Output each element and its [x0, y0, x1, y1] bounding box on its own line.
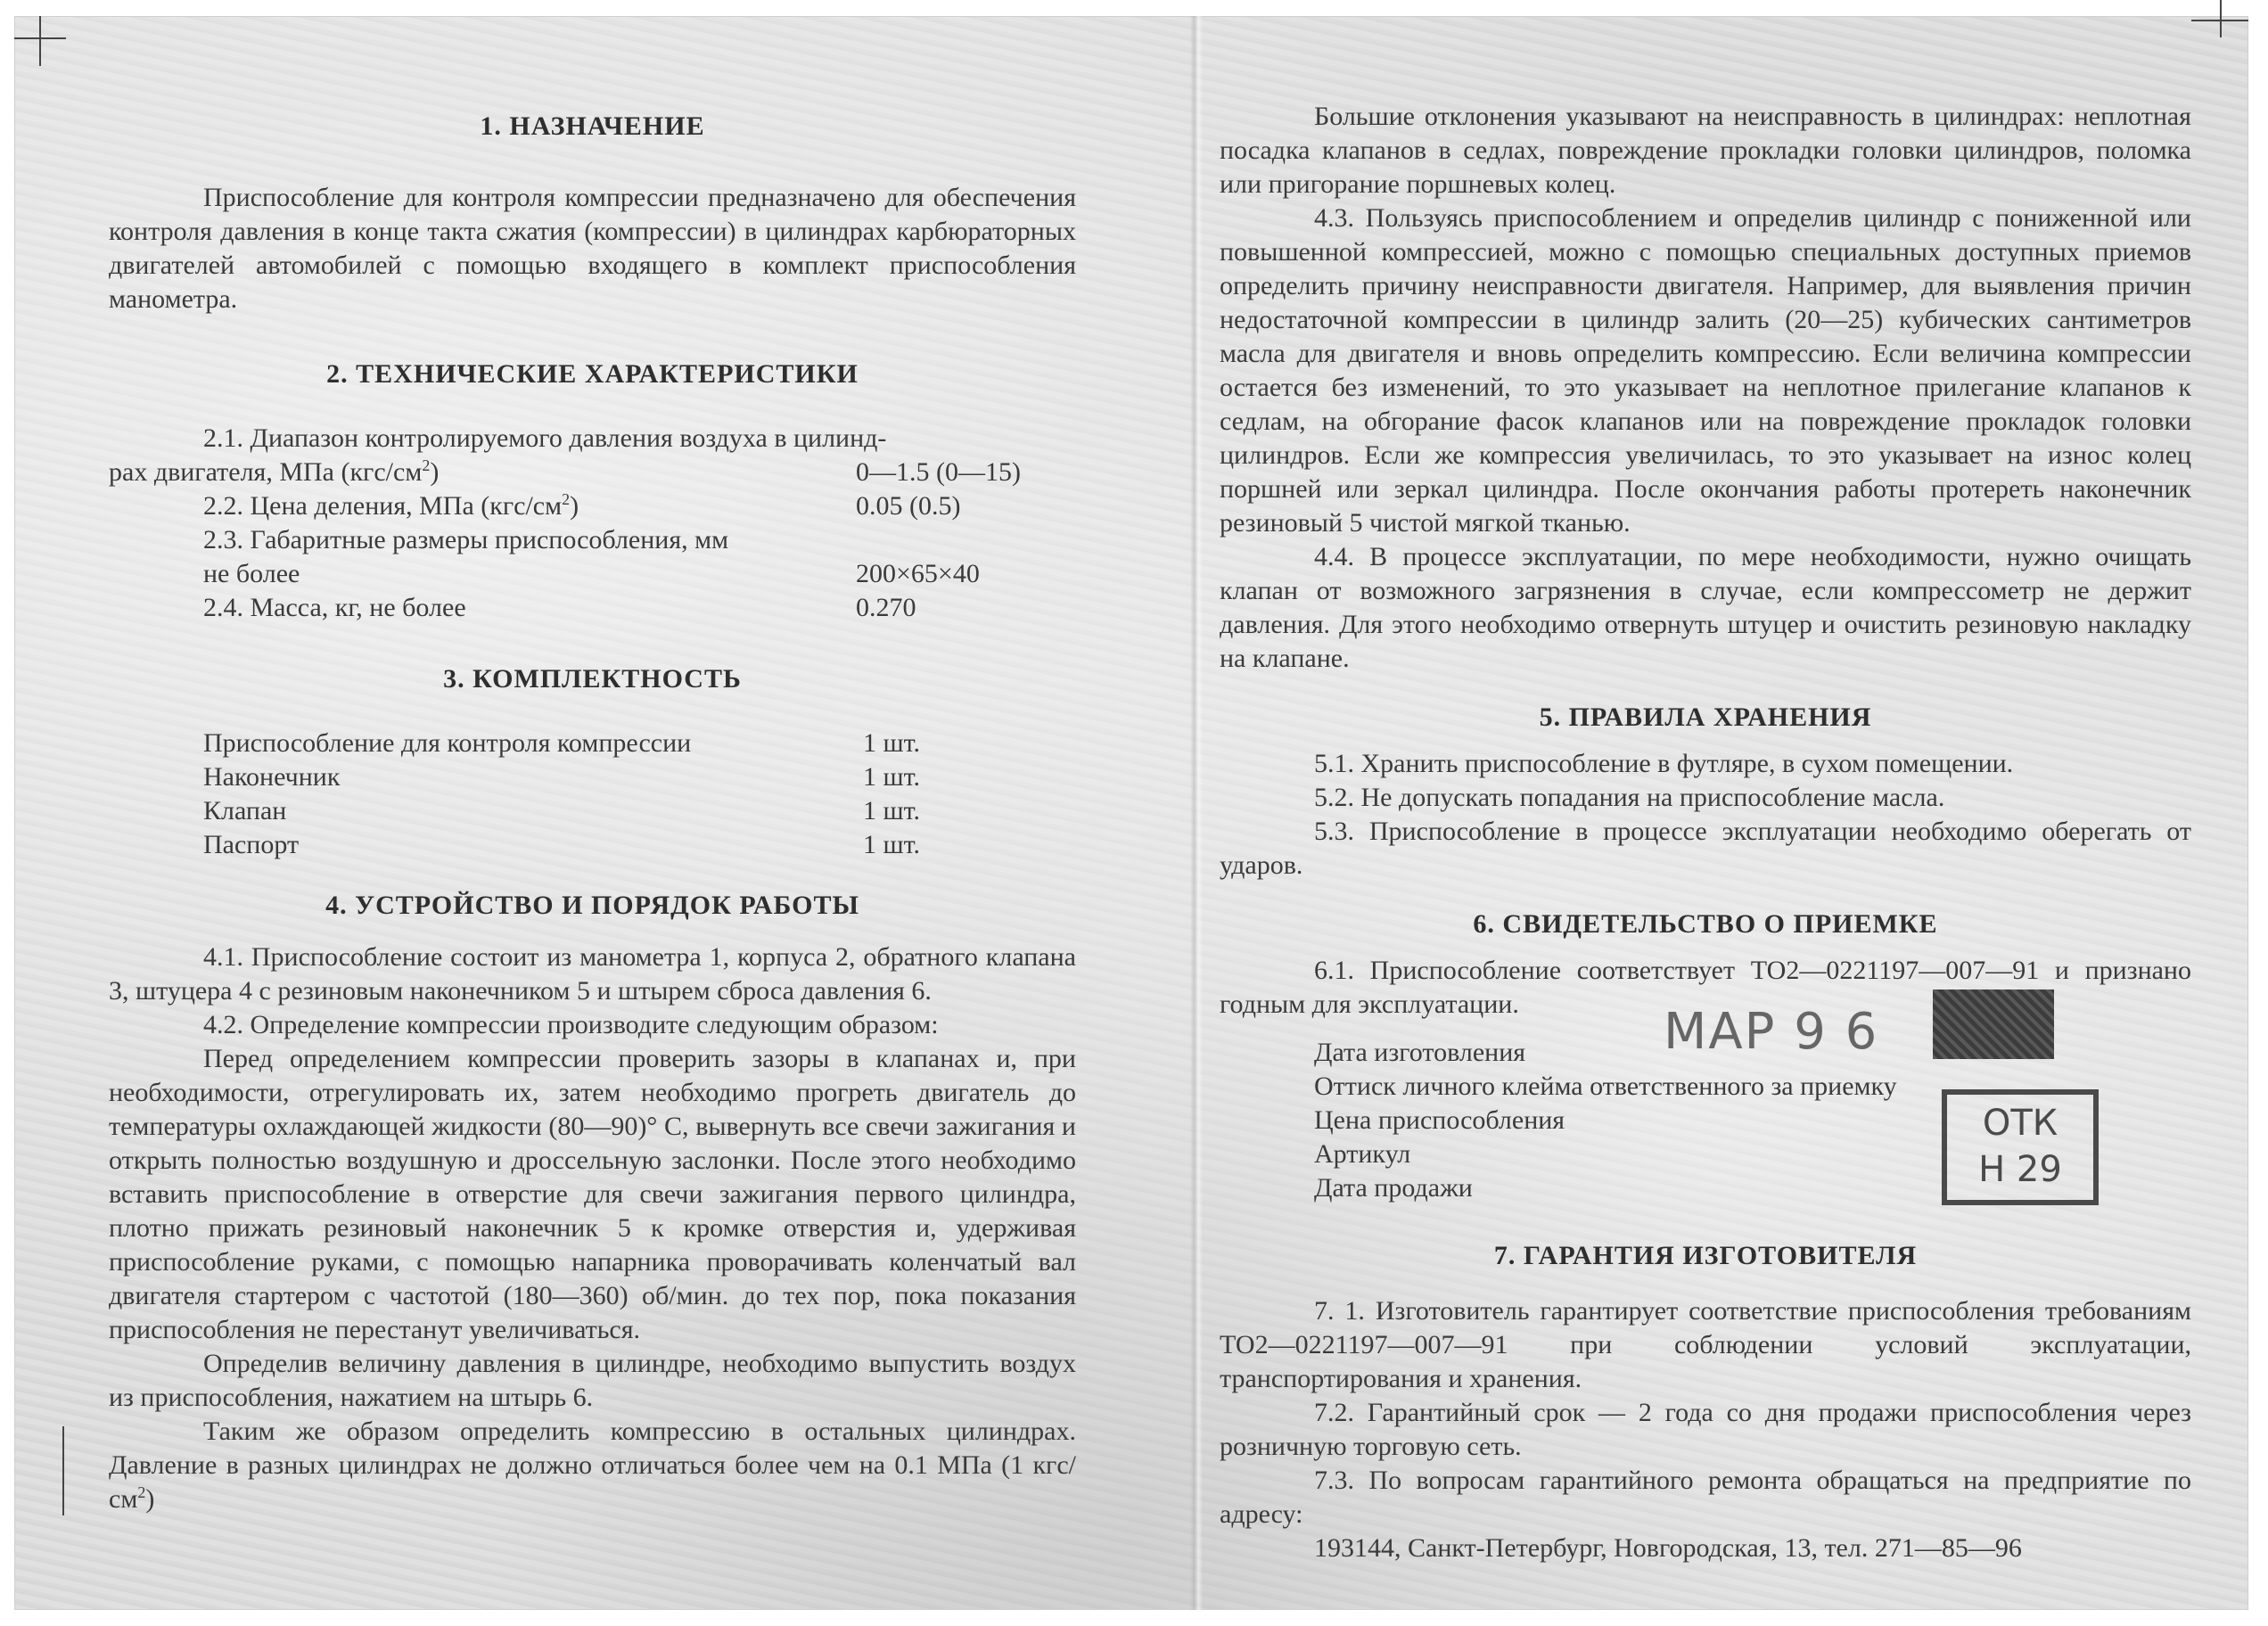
specs-table — [109, 422, 1076, 625]
spec-row-size-a: 2.3. Габаритные размеры приспособления, мм — [203, 525, 729, 554]
left-column — [109, 111, 1076, 1516]
section-4-para-3: Перед определением компрессии проверить зазоры в клапанах и, при необходимости, отрегулировать их, затем необходимо прогреть двигатель до температуры охлаждающей жидкости (80—90)° С, вывернуть все свечи зажигания и открыть полностью воздушную и дроссельную заслонки. После этого необходимо вставить приспособление в отверстие для свечи зажигания первого цилиндра, плотно прижать резиновый наконечник 5 к кромке отверстия и, удерживая приспособление руками, с помощью напарника проворачивать коленчатый вал двигателя стартером с частотой (180—360) об/мин. до тех пор, пока показания приспособления не перестанут увеличиваться. — [109, 1044, 1076, 1344]
section-4-para-4-3: 4.3. Пользуясь приспособлением и определив цилиндр с пониженной или повышенной компрессией, можно с помощью специальных доступных приемов определить причину неисправности двигателя. Например, для выявления причин недостаточной компрессии в цилиндр залить (20—25) кубических сантиметров масла для двигателя и вновь определить компрессию. Если величина компрессии остается без изменений, то это указывает на неплотное прилегание клапанов к седлам, на обгорание фасок клапанов или на повреждение прокладок головки цилиндров. Если же компрессия увеличилась, то это указывает на износ колец поршней или зеркал цилиндра. После окончания работы протереть наконечник резиновый 5 чистой мягкой тканью. — [1220, 203, 2191, 538]
field-article: Артикул — [1314, 1139, 1411, 1169]
section-4-para-1: 4.1. Приспособление состоит из манометра 1, корпуса 2, обратного клапана 3, штуцера 4 с резиновым наконечником 5 и штырем сброса давления 6. — [109, 942, 1076, 1006]
contents-item: Наконечник 1 шт. — [203, 762, 920, 792]
spec-row-size-b: не более 200×65×40 — [109, 557, 1076, 591]
section-7-para-2: 7.2. Гарантийный срок — 2 года со дня продажи приспособления через розничную торговую сеть. — [1220, 1398, 2191, 1461]
crop-mark-top-right-v — [2220, 0, 2222, 37]
field-price: Цена приспособления — [1314, 1105, 1565, 1135]
field-sale-date: Дата продажи — [1314, 1173, 1473, 1203]
section-7-para-3: 7.3. По вопросам гарантийного ремонта обращаться на предприятие по адресу: — [1220, 1466, 2191, 1529]
section-5-para-1: 5.1. Хранить приспособление в футляре, в сухом помещении. — [1314, 749, 2014, 778]
section-3-title: 3. КОМПЛЕКТНОСТЬ — [443, 664, 742, 694]
deviation-para: Большие отклонения указывают на неисправность в цилиндрах: неплотная посадка клапанов в седлах, повреждение прокладки головки цилиндров, поломка или пригорание поршневых колец. — [1220, 102, 2191, 199]
contents-item: Приспособление для контроля компрессии 1 шт. — [203, 728, 920, 758]
crop-mark-top-left-v — [39, 16, 41, 66]
section-4-para-4-4: 4.4. В процессе эксплуатации, по мере необходимости, нужно очищать клапан от возможного загрязнения в случае, если компрессометр не держит давления. Для этого необходимо отвернуть штуцер и очистить резиновую накладку на клапане. — [1220, 542, 2191, 673]
section-7-address: 193144, Санкт-Петербург, Новгородская, 13, тел. 271—85—96 — [1314, 1533, 2022, 1563]
spec-row-division: 2.2. Цена деления, МПа $(кгс/см^2)$ 0.05 (0.5) — [109, 489, 1076, 523]
contents-item: Паспорт 1 шт. — [203, 830, 920, 859]
field-inspector-stamp: Оттиск личного клейма ответственного за приемку — [1314, 1072, 1897, 1101]
spec-value-range: 0—1.5 (0—15) — [856, 457, 1021, 487]
spec-row-mass: 2.4. Масса, кг, не более 0.270 — [109, 591, 1076, 625]
contents-list — [109, 727, 1076, 862]
crop-mark-bottom-left-v — [62, 1426, 64, 1515]
section-4-para-5: Таким же образом определить компрессию в остальных цилиндрах. Давление в разных цилиндрах не должно отличаться более чем на 0.1 МПа (1 кгс/$см^2$) — [109, 1417, 1076, 1514]
spec-row-range-b: рах двигателя, МПа $(кгс/см^2)$ 0—1.5 (0—15) — [109, 456, 1076, 489]
spec-value-mass: 0.270 — [856, 593, 916, 622]
date-stamp: МАР 9 6 — [1664, 1003, 1879, 1061]
section-5-para-2: 5.2. Не допускать попадания на приспособление масла. — [1314, 783, 1945, 812]
section-5-title: 5. ПРАВИЛА ХРАНЕНИЯ — [1539, 702, 1872, 732]
section-1-text: Приспособление для контроля компрессии предназначено для обеспечения контроля давления в конце такта сжатия (компрессии) в цилиндрах карбюраторных двигателей автомобилей с помощью входящего в комплект приспособления манометра. — [109, 183, 1076, 314]
section-4-para-2: 4.2. Определение компрессии производите следующим образом: — [203, 1010, 939, 1039]
center-fold — [1190, 16, 1203, 1610]
section-4-para-4: Определив величину давления в цилиндре, необходимо выпустить воздух из приспособления, нажатием на штырь 6. — [109, 1349, 1076, 1412]
spec-value-division: 0.05 (0.5) — [856, 491, 961, 521]
field-manufacture-date: Дата изготовления — [1314, 1038, 1526, 1067]
section-5-para-3: 5.3. Приспособление в процессе эксплуатации необходимо оберегать от ударов. — [1220, 817, 2191, 880]
section-7-para-1: 7. 1. Изготовитель гарантирует соответствие приспособления требованиям ТО2—0221197—007—91 при соблюдении условий эксплуатации, транспортирования и хранения. — [1220, 1296, 2191, 1393]
section-7-title: 7. ГАРАНТИЯ ИЗГОТОВИТЕЛЯ — [1493, 1241, 1918, 1270]
contents-item: Клапан 1 шт. — [203, 796, 920, 825]
right-column — [1220, 100, 2191, 1565]
spec-value-size: 200×65×40 — [856, 559, 980, 588]
section-2-title: 2. ТЕХНИЧЕСКИЕ ХАРАКТЕРИСТИКИ — [326, 359, 859, 389]
section-4-title: 4. УСТРОЙСТВО И ПОРЯДОК РАБОТЫ — [325, 891, 859, 920]
otk-stamp: ОТК Н 29 — [1942, 1089, 2099, 1205]
spec-row-range-a: 2.1. Диапазон контролируемого давления воздуха в цилинд- — [203, 423, 887, 453]
section-6-para-1: 6.1. Приспособление соответствует ТО2—0221197—007—91 и признано годным для эксплуатации. — [1220, 956, 2191, 1019]
section-1-title: 1. НАЗНАЧЕНИЕ — [480, 111, 705, 141]
ink-stamp — [1933, 990, 2054, 1059]
section-6-title: 6. СВИДЕТЕЛЬСТВО О ПРИЕМКЕ — [1473, 909, 1938, 939]
